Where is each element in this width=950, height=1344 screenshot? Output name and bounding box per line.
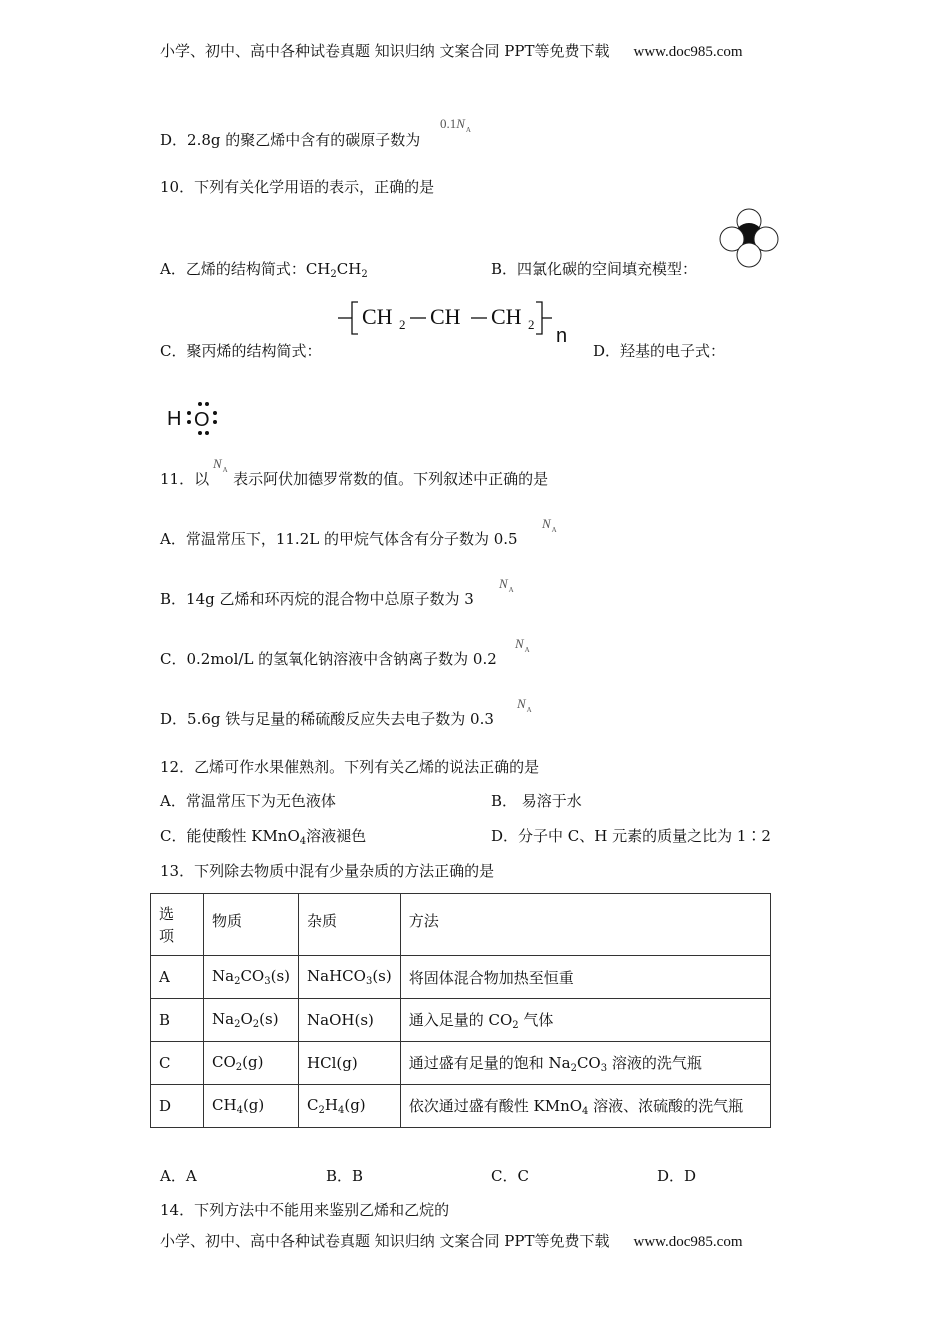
q10-option-a xyxy=(160,259,368,285)
q9-option-d-text: D．2.8g 的聚乙烯中含有的碳原子数为 xyxy=(160,131,421,149)
na-n: N xyxy=(456,116,465,131)
q10-option-d: D．羟基的电子式： xyxy=(593,342,726,360)
na-symbol-q11-b: $N_A$ xyxy=(499,576,514,594)
q13-table xyxy=(150,893,771,1128)
poly-sub-b: 2 xyxy=(528,317,535,332)
cell-method: 将固体混合物加热至恒重 xyxy=(400,956,770,999)
footer-url[interactable]: www.doc985.com xyxy=(633,1234,743,1250)
q12-option-b: B． 易溶于水 xyxy=(491,792,582,810)
q12-option-c: C．能使酸性 KMnO$_4$溶液褪色 xyxy=(160,827,367,847)
q11-option-a: A．常温常压下，11.2L 的甲烷气体含有分子数为 0.5 xyxy=(160,530,518,548)
q10-option-a-mid: CH xyxy=(336,260,362,278)
q11-stem-pre: 11．以 xyxy=(160,470,210,488)
table-row xyxy=(151,1085,771,1128)
poly-ch: CH xyxy=(430,304,461,329)
lewis-o: O xyxy=(194,409,210,431)
cell-substance: $Na_2CO_3(s)$ xyxy=(204,956,299,999)
table-header-row xyxy=(151,894,771,956)
header-cell-substance: 物质 xyxy=(204,894,299,956)
na-symbol-q9 xyxy=(440,116,471,134)
q10-option-c: C．聚丙烯的结构简式： xyxy=(160,342,322,360)
header-cell-method: 方法 xyxy=(400,894,770,956)
hydroxyl-lewis-structure-icon xyxy=(166,400,226,436)
cell-option: C xyxy=(151,1042,204,1085)
q11-option-d: D．5.6g 铁与足量的稀硫酸反应失去电子数为 0.3 xyxy=(160,710,494,728)
q9-option-d xyxy=(160,130,420,150)
poly-ch2-b: CH xyxy=(491,304,522,329)
poly-ch2-a: CH xyxy=(362,304,393,329)
header-cell-impurity: 杂质 xyxy=(299,894,401,956)
q10-option-a-sub2: 2 xyxy=(361,269,368,280)
cell-option: B xyxy=(151,999,204,1042)
table-row xyxy=(151,1042,771,1085)
poly-n: n xyxy=(556,325,568,347)
ccl4-space-filling-model-icon xyxy=(718,206,780,270)
cell-substance: $CH_4(g)$ xyxy=(204,1085,299,1128)
cell-method: 依次通过盛有酸性 KMnO$_4$ 溶液、浓硫酸的洗气瓶 xyxy=(400,1085,770,1128)
cell-method: 通入足量的 $CO_2$ 气体 xyxy=(400,999,770,1042)
cell-substance: $CO_2(g)$ xyxy=(204,1042,299,1085)
q10-stem: 10．下列有关化学用语的表示，正确的是 xyxy=(160,178,435,196)
na-a: A xyxy=(465,126,471,134)
q12-option-a: A．常温常压下为无色液体 xyxy=(160,792,336,810)
page-footer xyxy=(160,1230,743,1251)
q14-stem: 14．下列方法中不能用来鉴别乙烯和乙烷的 xyxy=(160,1201,450,1219)
cell-substance: $Na_2O_2(s)$ xyxy=(204,999,299,1042)
cell-option: A xyxy=(151,956,204,999)
table-row xyxy=(151,999,771,1042)
q11-option-c: C．0.2mol/L 的氢氧化钠溶液中含钠离子数为 0.2 xyxy=(160,650,497,668)
na-symbol-q11-d: $N_A$ xyxy=(517,696,532,714)
cell-impurity: NaHCO$_3$(s) xyxy=(299,956,401,999)
footer-text: 小学、初中、高中各种试卷真题 知识归纳 文案合同 PPT等免费下载 xyxy=(160,1232,610,1250)
q13-answer-a: A．A xyxy=(160,1167,197,1185)
na-symbol-q11-a: $N_A$ xyxy=(542,516,557,534)
q11-stem-post: 表示阿伏加德罗常数的值。下列叙述中正确的是 xyxy=(233,470,549,488)
q9-na-coef: 0.1 xyxy=(440,116,457,131)
header-cell-option: 选项 xyxy=(151,894,204,956)
header-url[interactable]: www.doc985.com xyxy=(633,44,743,60)
q12-stem: 12．乙烯可作水果催熟剂。下列有关乙烯的说法正确的是 xyxy=(160,758,540,776)
cell-method: 通过盛有足量的饱和 $Na_2CO_3$ 溶液的洗气瓶 xyxy=(400,1042,770,1085)
polypropylene-formula xyxy=(338,298,578,348)
na-symbol-q11-stem: $N_A$ xyxy=(213,456,228,474)
cell-impurity: NaOH(s) xyxy=(299,999,401,1042)
q10-option-a-sub1: 2 xyxy=(330,269,337,280)
q13-answer-d: D．D xyxy=(657,1167,697,1185)
header-text: 小学、初中、高中各种试卷真题 知识归纳 文案合同 PPT等免费下载 xyxy=(160,42,610,60)
q12-option-d: D．分子中 C、H 元素的质量之比为 1∶2 xyxy=(491,827,771,845)
q13-stem: 13．下列除去物质中混有少量杂质的方法正确的是 xyxy=(160,862,495,880)
q13-answer-b: B．B xyxy=(326,1167,364,1185)
lewis-h: H xyxy=(167,408,182,430)
q10-option-a-pre: A．乙烯的结构简式：CH xyxy=(160,260,331,278)
q11-option-b: B．14g 乙烯和环丙烷的混合物中总原子数为 3 xyxy=(160,590,474,608)
poly-sub-a: 2 xyxy=(399,317,406,332)
table-row xyxy=(151,956,771,999)
cell-impurity: $C_2H_4(g)$ xyxy=(299,1085,401,1128)
cell-option: D xyxy=(151,1085,204,1128)
q10-option-b: B．四氯化碳的空间填充模型： xyxy=(491,260,698,278)
page-header xyxy=(160,40,743,61)
cell-impurity: HCl(g) xyxy=(299,1042,401,1085)
na-symbol-q11-c: $N_A$ xyxy=(515,636,530,654)
q13-answer-c: C．C xyxy=(491,1167,529,1185)
